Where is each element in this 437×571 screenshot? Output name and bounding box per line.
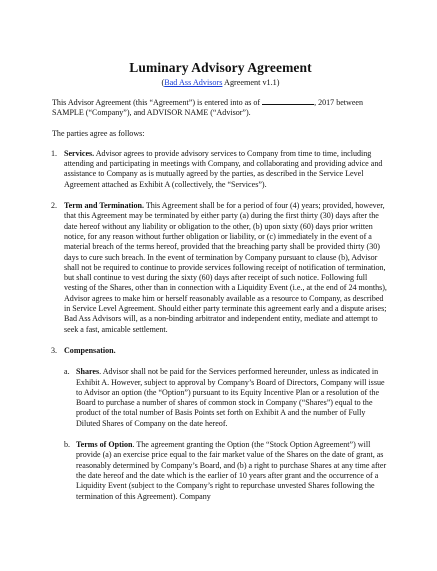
section-text bbox=[64, 346, 389, 356]
subsection-letter: a. bbox=[64, 367, 70, 377]
section-list bbox=[52, 149, 389, 502]
subsection-terms-of-option bbox=[64, 440, 389, 502]
section-services bbox=[52, 149, 389, 190]
subtitle-rest: Agreement v1.1) bbox=[222, 78, 280, 87]
subsection-shares bbox=[64, 367, 389, 429]
intro-paragraph bbox=[52, 97, 389, 119]
date-blank-line bbox=[262, 97, 314, 105]
section-text bbox=[64, 149, 389, 190]
subtitle-open: ( bbox=[161, 78, 165, 87]
section-heading: Term and Termination. bbox=[64, 201, 144, 211]
parties-statement: The parties agree as follows: bbox=[52, 128, 145, 138]
section-compensation bbox=[52, 346, 389, 502]
section-text bbox=[64, 201, 389, 335]
section-body: Advisor agrees to provide advisory services to Company from time to time, including attending and participating in meetings with Company, and collaborating and providing advice and assistance to Company as is mutually agreed by the parties, as described in the Service Level Agreement attached as Exhibit A (collectively, the “Services”). bbox=[64, 148, 383, 189]
subsection-body: . Advisor shall not be paid for the Services performed hereunder, unless as indicated in Exhibit A. However, subject to approval by Company’s Board of Directors, Company will issue to Advisor an option (the “Option”) pursuant to its Equity Incentive Plan or a resolution of the Board to purchase a number of shares of common stock in Company (“Shares”) equal to the product of the total number of Basis Points set forth on Exhibit A and the number of Fully Diluted Shares of Company on the date hereof. bbox=[76, 367, 385, 428]
document-subtitle bbox=[52, 77, 389, 88]
section-number: 2. bbox=[51, 201, 58, 211]
subsection-body: . The agreement granting the Option (the “Stock Option Agreement”) will provide (a) an exercise price equal to the fair market value of the Shares on the date of grant, as reasonably determined by Company’s Board, and (b) a right to purchase Shares at any time after the date hereof and the date which is the earlier of 10 years after grant and the occurrence of a Liquidity Event (subject to the Company’s right to repurchase unvested Shares following the termination of this Agreement). Company bbox=[76, 440, 387, 501]
intro-text-2: , 2017 between SAMPLE (“Company”), and ADVISOR NAME (“Advisor”). bbox=[52, 98, 363, 118]
section-heading: Services. bbox=[64, 148, 95, 158]
section-number: 3. bbox=[51, 345, 58, 355]
subsection-heading: Shares bbox=[76, 367, 100, 377]
subsection-text bbox=[76, 367, 389, 429]
section-term-and-termination bbox=[52, 201, 389, 335]
subsection-text bbox=[76, 440, 389, 502]
document-title: Luminary Advisory Agreement bbox=[129, 60, 312, 75]
subsection-letter: b. bbox=[64, 440, 71, 450]
bad-ass-advisors-link[interactable]: Bad Ass Advisors bbox=[164, 78, 223, 87]
section-heading: Compensation. bbox=[64, 345, 116, 355]
intro-text-1: This Advisor Agreement (this “Agreement”) is entered into as of bbox=[52, 98, 263, 107]
section-body: This Agreement shall be for a period of four (4) years; provided, however, that this Agreement may be terminated by either party (a) during the first thirty (30) days after the date hereof without any liability or obligation to the other, (b) upon sixty (60) days prior written notice, for any reason without further obligation or liability, or (c) immediately in the event of a material breach of the terms hereof, provided that the breaching party shall be provided thirty (30) days to cure such breach. In the event of termination by Company pursuant to clause (b), Advisor shall not be required to continue to provide services following receipt of notification of termination, but shall continue to vest during the sixty (60) days after receipt of such notice. Following full vesting of the Shares, other than in connection with a Liquidity Event (i.e., at the end of 24 months), Advisor agrees to make him or herself reasonably available as a resource to Company, as described in Service Level Agreement. Should either party terminate this agreement early and a dispute arises; Bad Ass Advisors will, as a non-binding arbitrator and independent entity, mediate and attempt to seek a fast, amicable settlement. bbox=[64, 201, 387, 334]
section-number: 1. bbox=[51, 148, 58, 158]
subsection-list bbox=[64, 367, 389, 502]
subsection-heading: Terms of Option bbox=[76, 440, 133, 450]
